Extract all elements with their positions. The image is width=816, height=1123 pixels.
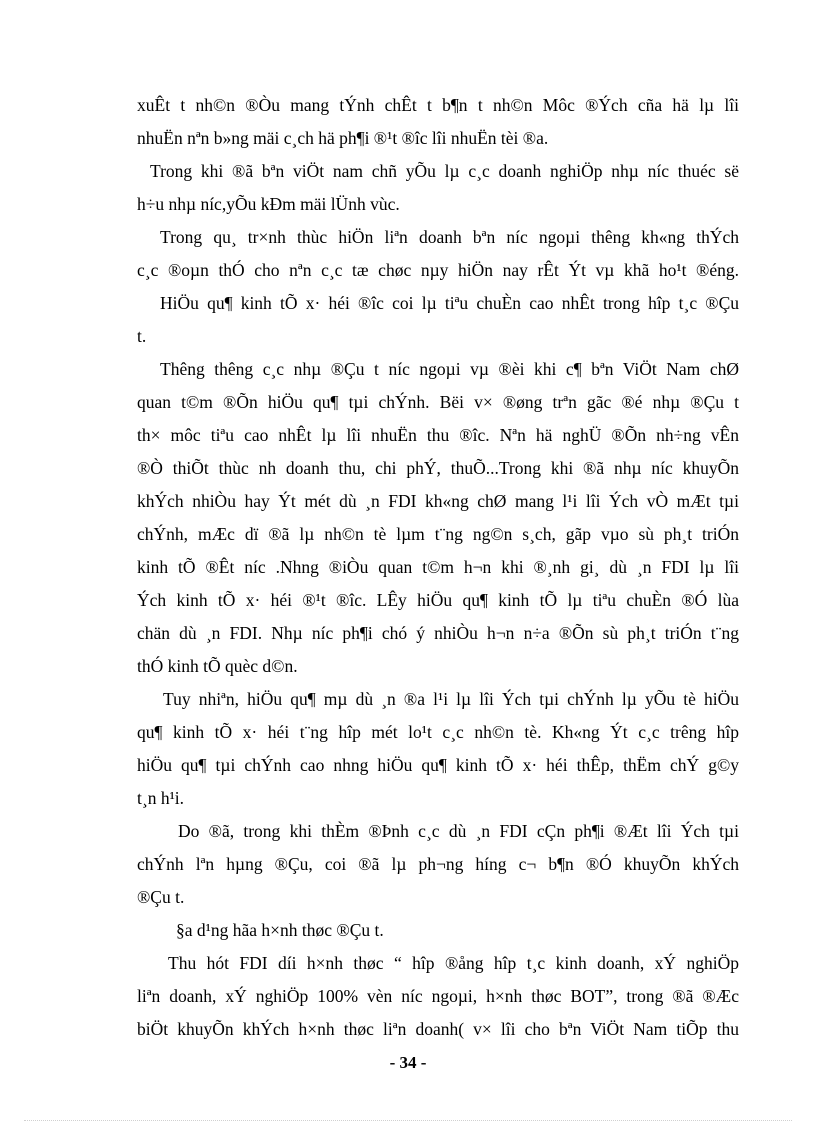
text-line: xuÊt t nh©n ®Òu mang tÝnh chÊt t b¶n t nh©n Môc ®Ých cña hä lµ lîi (137, 95, 739, 115)
text-line: Do ®ã, trong khi thÈm ®Þnh c¸c dù ¸n FDI cÇn ph¶i ®Æt lîi Ých tµi (178, 821, 739, 841)
text-line: t¸n h¹i. (137, 788, 185, 808)
text-line: Thu hót FDI díi h×nh thøc “ hîp ®ång hîp t¸c kinh doanh, xÝ nghiÖp (168, 953, 739, 973)
text-line: ®Çu t. (137, 887, 185, 907)
text-line: ®Ò thiÕt thùc nh doanh thu, chi phÝ, thuÕ...Trong khi ®ã nhµ níc khuyÕn (137, 458, 739, 478)
page-number: - 34 - (389, 1053, 427, 1072)
text-line: biÖt khuyÕn khÝch h×nh thøc liªn doanh( v× lîi cho bªn ViÖt Nam tiÕp thu (137, 1019, 739, 1039)
text-line: chÝnh lªn hµng ®Çu, coi ®ã lµ ph¬ng híng c¬ b¶n ®Ó khuyÕn khÝch (137, 854, 739, 874)
text-line: Trong khi ®ã bªn viÖt nam chñ yÕu lµ c¸c doanh nghiÖp nhµ níc thuéc së (150, 161, 739, 181)
text-line: HiÖu qu¶ kinh tÕ x· héi ®îc coi lµ tiªu chuÈn cao nhÊt trong hîp t¸c ®Çu (160, 293, 739, 313)
text-line: t. (137, 326, 147, 346)
text-line: hiÖu qu¶ tµi chÝnh cao nhng hiÖu qu¶ kinh tÕ x· héi thÊp, thËm chÝ g©y (137, 755, 739, 775)
text-line: khÝch nhiÒu hay Ýt mét dù ¸n FDI kh«ng chØ mang l¹i lîi Ých vÒ mÆt tµi (137, 491, 739, 511)
text-line: quan t©m ®Õn hiÖu qu¶ tµi chÝnh. Bëi v× ®øng trªn gãc ®é nhµ ®Çu t (137, 392, 739, 412)
text-line: h÷u nhµ níc,yÕu kÐm mäi lÜnh vùc. (137, 194, 400, 214)
text-line: nhuËn nªn b»ng mäi c¸ch hä ph¶i ®¹t ®îc lîi nhuËn tèi ®a. (137, 128, 549, 148)
text-line: liªn doanh, xÝ nghiÖp 100% vèn níc ngoµi, h×nh thøc BOT”, trong ®ã ®Æc (137, 986, 739, 1006)
text-line: Trong qu¸ tr×nh thùc hiÖn liªn doanh bªn níc ngoµi thêng kh«ng thÝch (160, 227, 739, 247)
text-line: c¸c ®oµn thÓ cho nªn c¸c tæ chøc nµy hiÖn nay rÊt Ýt vµ khã ho¹t ®éng. (137, 260, 739, 280)
text-line: thÓ kinh tÕ quèc d©n. (137, 656, 298, 676)
text-line: kinh tÕ ®Êt níc .Nhng ®iÒu quan t©m h¬n khi ®¸nh gi¸ dù ¸n FDI lµ lîi (137, 557, 739, 577)
text-line: chän dù ¸n FDI. Nhµ níc ph¶i chó ý nhiÒu h¬n n÷a ®Õn sù ph¸t triÓn t¨ng (137, 623, 739, 643)
text-line: qu¶ kinh tÕ x· héi t¨ng hîp mét lo¹t c¸c nh©n tè. Kh«ng Ýt c¸c trêng hîp (137, 722, 739, 742)
section-heading: §a d¹ng hãa h×nh thøc ®Çu t. (176, 920, 384, 940)
footer-divider (24, 1120, 792, 1121)
text-line: Tuy nhiªn, hiÖu qu¶ mµ dù ¸n ®a l¹i lµ lîi Ých tµi chÝnh lµ yÕu tè hiÖu (163, 689, 739, 709)
text-line: Thêng thêng c¸c nhµ ®Çu t níc ngoµi vµ ®èi khi c¶ bªn ViÖt Nam chØ (160, 359, 739, 379)
text-line: th× môc tiªu cao nhÊt lµ lîi nhuËn thu ®îc. Nªn hä nghÜ ®Õn nh÷ng vÊn (137, 425, 739, 445)
text-line: Ých kinh tÕ x· héi ®¹t ®îc. LÊy hiÖu qu¶ kinh tÕ lµ tiªu chuÈn ®Ó lùa (137, 590, 739, 610)
text-line: chÝnh, mÆc dï ®ã lµ nh©n tè lµm t¨ng ng©n s¸ch, gãp vµo sù ph¸t triÓn (137, 524, 739, 544)
